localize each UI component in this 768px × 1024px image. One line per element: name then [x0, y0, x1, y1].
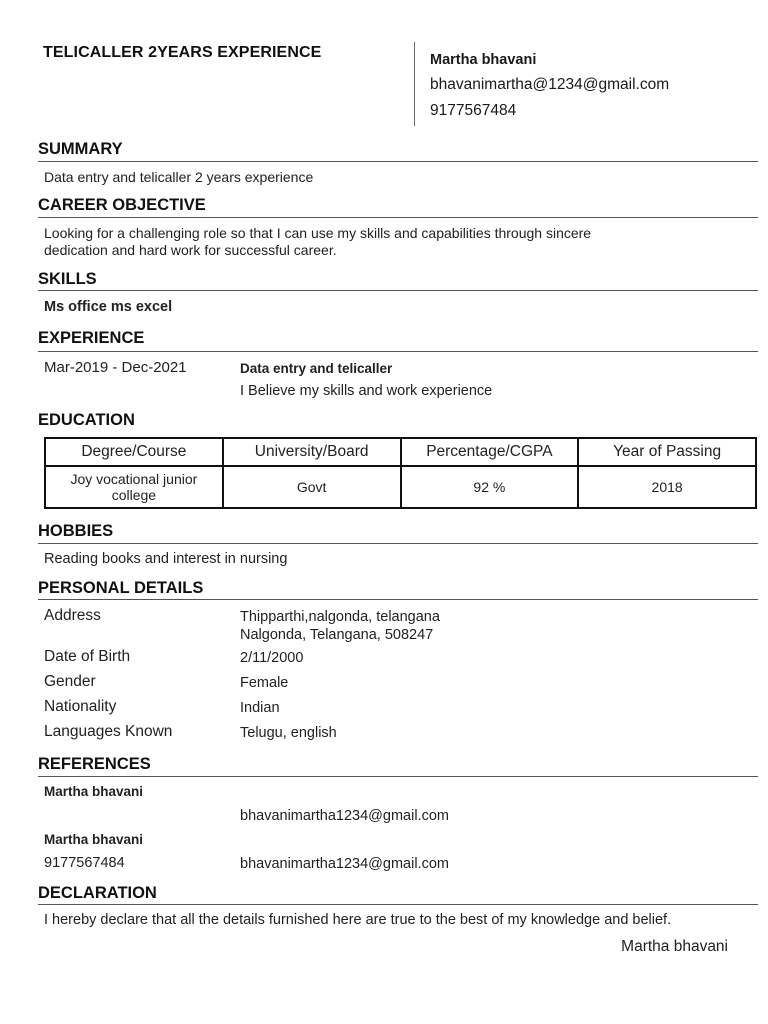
- contact-email: bhavanimartha@1234@gmail.com: [430, 76, 670, 93]
- references-heading: REFERENCES: [38, 755, 151, 773]
- resume-title: TELICALLER 2YEARS EXPERIENCE: [43, 44, 322, 61]
- education-col-university: University/Board: [223, 438, 401, 466]
- reference-1-name: Martha bhavani: [44, 784, 144, 799]
- education-university-cell: Govt: [223, 466, 401, 508]
- personal-details-rule: [38, 599, 758, 600]
- experience-heading: EXPERIENCE: [38, 329, 145, 347]
- header-divider: [414, 42, 415, 126]
- experience-description: I Believe my skills and work experience: [240, 383, 493, 399]
- career-objective-rule: [38, 217, 758, 218]
- education-table: [44, 437, 757, 509]
- education-col-year: Year of Passing: [578, 438, 756, 466]
- declaration-heading: DECLARATION: [38, 884, 157, 902]
- gender-label: Gender: [44, 673, 96, 690]
- declaration-text: I hereby declare that all the details furnished here are true to the best of my knowledge and belief.: [44, 912, 672, 928]
- address-line-1: Thipparthi,nalgonda, telangana: [240, 609, 440, 625]
- references-rule: [38, 776, 758, 777]
- table-row: [45, 466, 756, 508]
- experience-period: Mar-2019 - Dec-2021: [44, 359, 187, 376]
- gender-value: Female: [240, 675, 289, 691]
- education-heading: EDUCATION: [38, 411, 135, 429]
- hobbies-text: Reading books and interest in nursing: [44, 551, 288, 567]
- nationality-label: Nationality: [44, 698, 117, 715]
- dob-label: Date of Birth: [44, 648, 131, 665]
- skills-rule: [38, 290, 758, 291]
- hobbies-heading: HOBBIES: [38, 522, 114, 540]
- experience-rule: [38, 351, 758, 352]
- address-label: Address: [44, 607, 101, 624]
- contact-name: Martha bhavani: [430, 52, 537, 68]
- education-col-degree: Degree/Course: [45, 438, 223, 466]
- career-objective-heading: CAREER OBJECTIVE: [38, 196, 206, 214]
- summary-heading: SUMMARY: [38, 140, 123, 158]
- contact-phone: 9177567484: [430, 102, 517, 119]
- declaration-signature: Martha bhavani: [621, 938, 728, 955]
- languages-value: Telugu, english: [240, 725, 337, 741]
- reference-2-email: bhavanimartha1234@gmail.com: [240, 856, 449, 872]
- career-objective-line-2: dedication and hard work for successful career.: [44, 242, 337, 258]
- education-percentage-cell: 92 %: [401, 466, 579, 508]
- reference-2-phone: 9177567484: [44, 855, 125, 871]
- education-col-percentage: Percentage/CGPA: [401, 438, 579, 466]
- experience-role: Data entry and telicaller: [240, 361, 393, 376]
- career-objective-line-1: Looking for a challenging role so that I can use my skills and capabilities through sincere: [44, 225, 592, 241]
- nationality-value: Indian: [240, 700, 280, 716]
- summary-rule: [38, 161, 758, 162]
- personal-details-heading: PERSONAL DETAILS: [38, 579, 204, 597]
- education-table-header-row: [45, 438, 756, 466]
- reference-2-name: Martha bhavani: [44, 832, 144, 847]
- summary-text: Data entry and telicaller 2 years experience: [44, 169, 314, 185]
- declaration-rule: [38, 904, 758, 905]
- dob-value: 2/11/2000: [240, 650, 304, 666]
- address-line-2: Nalgonda, Telangana, 508247: [240, 627, 434, 643]
- education-degree-cell: Joy vocational junior college: [45, 466, 223, 508]
- reference-1-email: bhavanimartha1234@gmail.com: [240, 808, 449, 824]
- skills-text: Ms office ms excel: [44, 299, 173, 315]
- skills-heading: SKILLS: [38, 270, 97, 288]
- education-year-cell: 2018: [578, 466, 756, 508]
- hobbies-rule: [38, 543, 758, 544]
- languages-label: Languages Known: [44, 723, 173, 740]
